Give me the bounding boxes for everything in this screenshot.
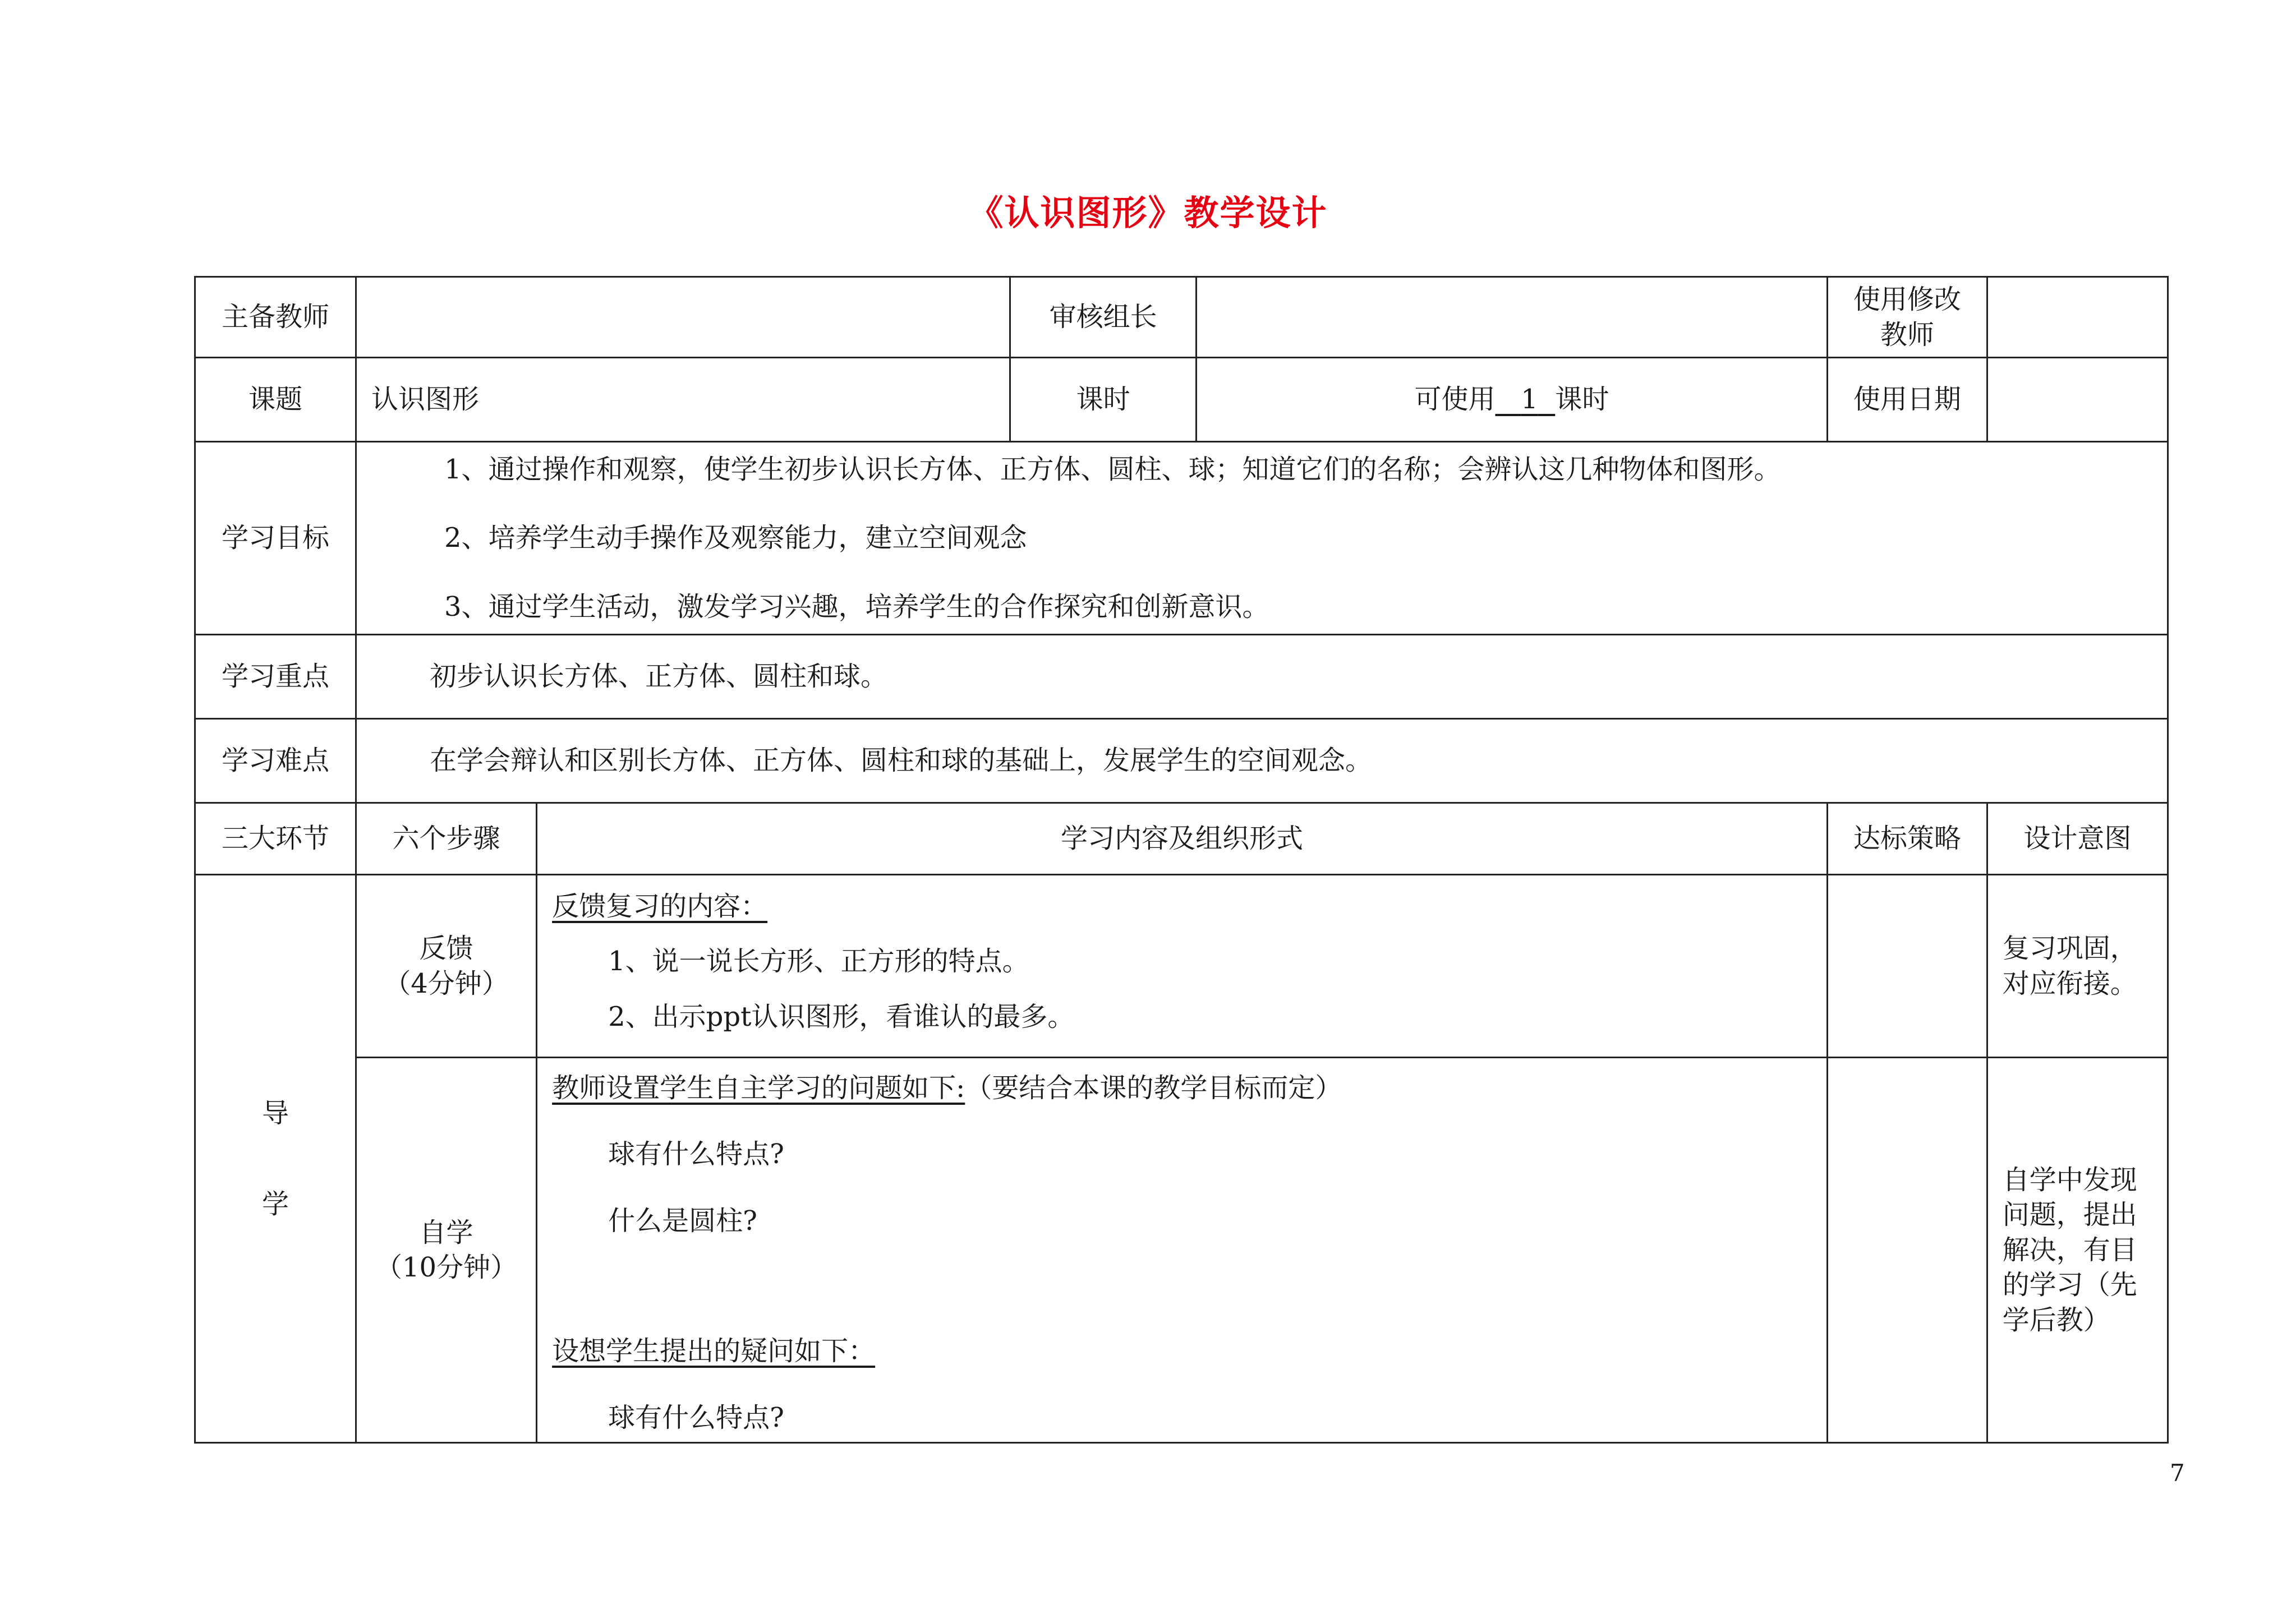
- header-row-topic: [195, 358, 2168, 442]
- period-suffix: 课时: [1555, 384, 1609, 416]
- step-heading: 反馈复习的内容：: [552, 891, 768, 922]
- column-header-content: 学习内容及组织形式: [537, 803, 1828, 875]
- document-title: 《认识图形》教学设计: [968, 192, 1328, 233]
- stage-char: 导: [261, 1097, 289, 1129]
- period-value: [1196, 358, 1827, 442]
- step-strategy: [1827, 875, 1987, 1058]
- step-content: [537, 875, 1828, 1058]
- step-name: 自学: [419, 1216, 473, 1248]
- lesson-plan-table: [194, 276, 2169, 1444]
- goals-label: 学习目标: [195, 442, 356, 635]
- topic-label: 课题: [195, 358, 356, 442]
- reviewer-label: 审核组长: [1010, 277, 1196, 358]
- step-heading: 教师设置学生自主学习的问题如下:: [552, 1072, 965, 1104]
- step-name-cell: [356, 875, 536, 1058]
- section-header-row: [195, 803, 2168, 875]
- date-value: [1987, 358, 2168, 442]
- step-intent: 自学中发现问题，提出解决，有目的学习（先学后教）: [1987, 1058, 2168, 1443]
- step-name: 反馈: [419, 933, 473, 965]
- goal-item: 3、通过学生活动，激发学习兴趣，培养学生的合作探究和创新意识。: [444, 591, 1269, 623]
- reviewer-value: [1196, 277, 1827, 358]
- modifier-value: [1987, 277, 2168, 358]
- question-item: 球有什么特点?: [608, 1138, 784, 1170]
- goals-row: [195, 442, 2168, 635]
- period-count: 1: [1521, 384, 1538, 416]
- goal-item: 1、通过操作和观察，使学生初步认识长方体、正方体、圆柱、球；知道它们的名称；会辨认这几种物体和图形。: [444, 453, 1781, 485]
- modifier-label: 使用修改教师: [1827, 277, 1987, 358]
- period-prefix: 可使用: [1414, 384, 1496, 416]
- header-row-teachers: [195, 277, 2168, 358]
- difficulty-row: [195, 719, 2168, 803]
- goals-content: [356, 442, 2168, 635]
- main-teacher-value: [356, 277, 1010, 358]
- step-time: （4分钟）: [384, 967, 509, 999]
- step-line: 1、说一说长方形、正方形的特点。: [608, 946, 1029, 978]
- column-header-stage: 三大环节: [195, 803, 356, 875]
- column-header-intent: 设计意图: [1987, 803, 2168, 875]
- main-teacher-label: 主备教师: [195, 277, 356, 358]
- question-item: 球有什么特点?: [608, 1401, 784, 1433]
- stage-cell: [195, 875, 356, 1443]
- step-intent: 复习巩固，对应衔接。: [1987, 875, 2168, 1058]
- column-header-strategy: 达标策略: [1827, 803, 1987, 875]
- step-line: 2、出示ppt认识图形，看谁认的最多。: [608, 1000, 1075, 1032]
- key-points-text: 初步认识长方体、正方体、圆柱和球。: [356, 635, 2168, 719]
- step-strategy: [1827, 1058, 1987, 1443]
- question-item: 什么是圆柱?: [608, 1205, 757, 1237]
- step-heading-note: （要结合本课的教学目标而定）: [965, 1072, 1342, 1104]
- period-label: 课时: [1010, 358, 1196, 442]
- step-row-feedback: [195, 875, 2168, 1058]
- key-points-label: 学习重点: [195, 635, 356, 719]
- topic-value: 认识图形: [356, 358, 1010, 442]
- difficulty-text: 在学会辩认和区别长方体、正方体、圆柱和球的基础上，发展学生的空间观念。: [356, 719, 2168, 803]
- key-points-row: [195, 635, 2168, 719]
- step-heading-2: 设想学生提出的疑问如下：: [552, 1335, 876, 1367]
- goal-item: 2、培养学生动手操作及观察能力，建立空间观念: [444, 522, 1027, 554]
- date-label: 使用日期: [1827, 358, 1987, 442]
- step-time: （10分钟）: [375, 1252, 518, 1283]
- difficulty-label: 学习难点: [195, 719, 356, 803]
- step-row-selfstudy: [195, 1058, 2168, 1443]
- step-content: [537, 1058, 1828, 1443]
- step-name-cell: [356, 1058, 536, 1443]
- stage-char: 学: [261, 1188, 289, 1220]
- column-header-steps: 六个步骤: [356, 803, 536, 875]
- page-number: 7: [2170, 1459, 2185, 1487]
